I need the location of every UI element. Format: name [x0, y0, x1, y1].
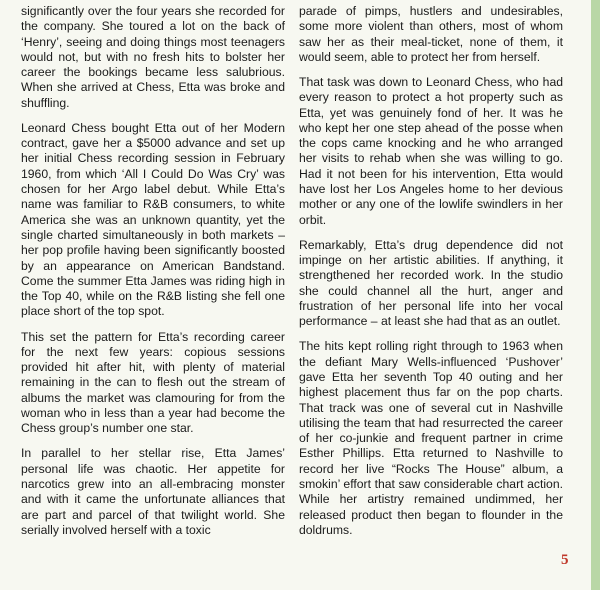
page-number: 5: [561, 552, 569, 568]
paragraph: Remarkably, Etta’s drug dependence did not impinge on her artistic abilities. If anything, it strengthened her recorded work. In the studio she could channel all the hurt, anger and frustration of her personal life into her vocal performance – at least she had that as an outlet.: [299, 237, 563, 329]
paragraph: significantly over the four years she recorded for the company. She toured a lot on the back of ‘Henry’, seeing and doing things most teenagers would not, but with no fresh hits to bolster her career the bookings became less salubrious. When she arrived at Chess, Etta was broke and shuffling.: [21, 4, 285, 110]
paragraph: That task was down to Leonard Chess, who had every reason to protect a hot property such as Etta, yet was genuinely fond of her. It was he who kept her one step ahead of the posse when the cops came knocking and he who arranged her visits to rehab when she was willing to go. Had it not been for his intervention, Etta would have lost her Los Angeles home to her devious mother or any one of the lowlife swindlers in her orbit.: [299, 74, 563, 227]
paragraph: This set the pattern for Etta’s recording career for the next few years: copious sessions provided hit after hit, with plenty of material remaining in the can to flesh out the stream of albums the market was clamouring for from the woman who in less than a year had become the Chess group’s number one star.: [21, 329, 285, 436]
paragraph: The hits kept rolling right through to 1963 when the defiant Mary Wells-influenced ‘Pushover’ gave Etta her seventh Top 40 outing and her highest placement thus far on the pop charts. That track was one of several cut in Nashville utilising the team that had resurrected the career of her co-junkie and frequent partner in crime Esther Phillips. Etta returned to Nashville to record her live “Rocks The House” album, a smokin’ effort that saw considerable chart action. While her artistry remained undimmed, her released product then began to flounder in the doldrums.: [299, 339, 563, 537]
paragraph: parade of pimps, hustlers and undesirables, some more violent than others, most of whom saw her as their meal-ticket, none of them, it would seem, able to protect her from herself.: [299, 4, 563, 64]
left-column: [21, 4, 285, 548]
paragraph: Leonard Chess bought Etta out of her Modern contract, gave her a $5000 advance and set up her initial Chess recording session in February 1960, from which ‘All I Could Do Was Cry’ was chosen for her Argo label debut. While Etta’s name was familiar to R&B consumers, to white America she was an unknown quantity, yet the single charted simultaneously in both markets – her pop profile having been significantly boosted by an appearance on American Bandstand. Come the summer Etta James was riding high in the Top 40, while on the R&B listing she fell one place short of the top spot.: [21, 120, 285, 319]
paragraph: In parallel to her stellar rise, Etta James’ personal life was chaotic. Her appetite for narcotics grew into an all-embracing monster and with it came the unfortunate alliances that are part and parcel of that twilight world. She serially involved herself with a toxic: [21, 446, 285, 537]
right-column: [299, 4, 563, 548]
